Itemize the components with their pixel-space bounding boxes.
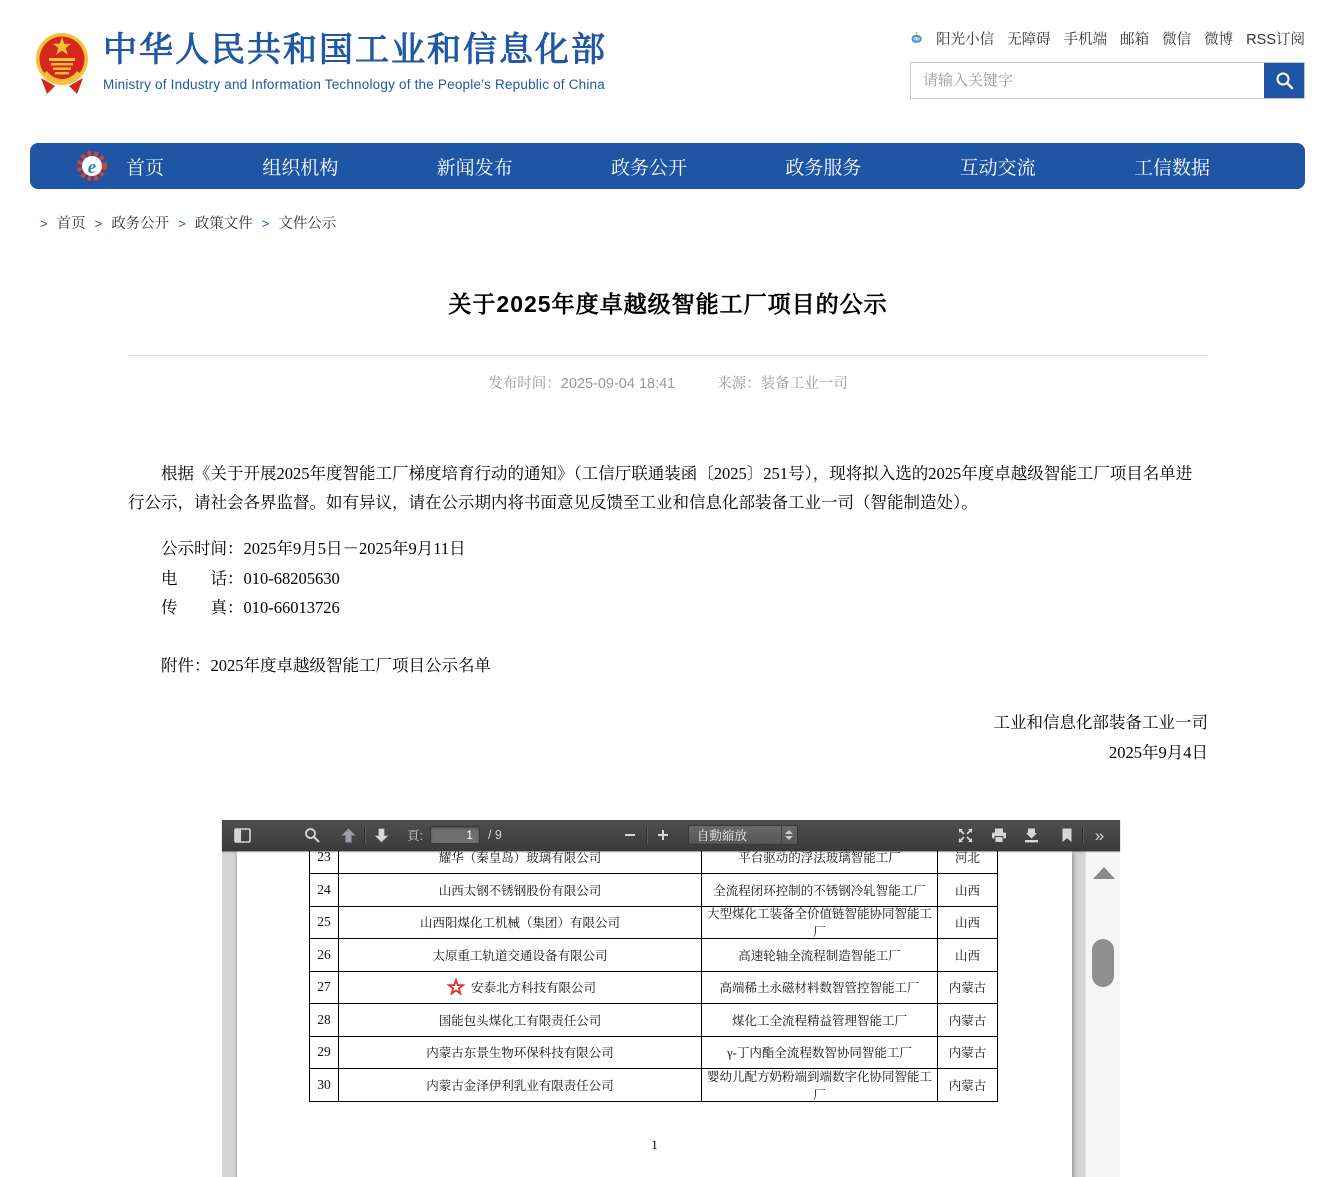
breadcrumb-item[interactable]: 首页 [56, 216, 86, 232]
pdf-search-icon [304, 827, 320, 843]
breadcrumb-item[interactable]: 政策文件 [194, 216, 253, 232]
more-tools-icon: » [1094, 825, 1105, 845]
svg-text:e: e [87, 157, 97, 178]
site-brand [35, 30, 607, 96]
cell-company [339, 1069, 702, 1101]
scrollbar-thumb[interactable] [1092, 939, 1114, 987]
pdf-scrollbar[interactable] [1085, 851, 1120, 1177]
attachment-label: 附件： [161, 655, 211, 675]
toolbar-separator [364, 827, 366, 843]
page-total-label: / 9 [487, 828, 502, 842]
utility-link[interactable]: 微博 [1204, 32, 1234, 48]
cell-province: 内蒙古 [938, 1004, 998, 1036]
site-subtitle-en: Ministry of Industry and Information Technology of the People’s Republic of China [103, 77, 605, 92]
zoom-out-button[interactable] [618, 823, 643, 847]
source-value: 装备工业一司 [760, 376, 848, 392]
breadcrumb-separator: > [40, 216, 48, 231]
cell-serial-number: 29 [310, 1037, 339, 1069]
cell-company [339, 1004, 702, 1036]
cell-province: 山西 [938, 939, 998, 971]
cell-company [339, 1037, 702, 1069]
cell-project: 大型煤化工装备全价值链智能协同智能工厂 [702, 907, 938, 939]
breadcrumb-separator: > [178, 216, 186, 231]
table-row [310, 939, 998, 972]
page-number-input[interactable] [430, 826, 480, 844]
zoom-in-icon [657, 829, 669, 841]
phone-line: 电 话：010-68205630 [161, 568, 340, 588]
site-header [0, 0, 1333, 137]
search-input[interactable] [911, 63, 1264, 98]
pdf-page-number: 1 [651, 1136, 658, 1152]
cell-province: 内蒙古 [938, 972, 998, 1004]
search-icon [1275, 71, 1294, 90]
cell-company [339, 972, 702, 1004]
bookmark-icon [1061, 828, 1073, 843]
cell-serial-number: 25 [310, 907, 339, 939]
pdf-table [309, 851, 998, 1102]
page-title: 关于2025年度卓越级智能工厂项目的公示 [448, 291, 888, 317]
cell-province: 山西 [938, 907, 998, 939]
nav-gear-e-icon [72, 146, 112, 186]
nav-item[interactable]: 首页 [126, 157, 165, 179]
page-down-icon [374, 828, 389, 843]
source-label: 来源： [717, 376, 761, 392]
presentation-mode-icon [958, 828, 973, 843]
signature-date: 2025年9月4日 [1109, 742, 1208, 762]
company-name: 内蒙古金泽伊利乳业有限责任公司 [426, 1078, 614, 1093]
pdf-content-area [222, 851, 1120, 1177]
cell-province: 内蒙古 [938, 1037, 998, 1069]
cell-project: 煤化工全流程精益管理智能工厂 [702, 1004, 938, 1036]
title-divider [128, 355, 1208, 356]
publish-time-label: 发布时间： [488, 376, 561, 392]
zoom-select-spinner-icon [781, 826, 797, 844]
nav-items [112, 153, 1305, 180]
zoom-out-icon [624, 829, 636, 841]
national-emblem-logo[interactable] [35, 30, 89, 96]
utility-link[interactable]: 邮箱 [1120, 32, 1150, 48]
cell-province: 内蒙古 [938, 1069, 998, 1101]
table-row [310, 1004, 998, 1037]
cell-project: 高速轮轴全流程制造智能工厂 [702, 939, 938, 971]
company-name: 太原重工轨道交通设备有限公司 [432, 948, 608, 963]
page-down-button[interactable] [369, 823, 394, 847]
pdf-page [237, 851, 1072, 1177]
company-name: 安泰北方科技有限公司 [470, 981, 596, 996]
utility-links [910, 28, 1305, 49]
toolbar-separator [1082, 827, 1084, 843]
table-row [310, 907, 998, 940]
page-label: 頁: [407, 829, 423, 843]
cell-serial-number: 24 [310, 874, 339, 906]
cell-company [339, 907, 702, 939]
cell-serial-number: 27 [310, 972, 339, 1004]
nav-item[interactable]: 互动交流 [959, 157, 1036, 179]
robot-icon [910, 30, 923, 47]
nav-item[interactable]: 政务公开 [610, 157, 687, 179]
breadcrumb-separator: > [94, 216, 103, 231]
utility-link[interactable]: 微信 [1162, 32, 1192, 48]
cell-serial-number: 28 [310, 1004, 339, 1036]
bookmark-button[interactable] [1054, 823, 1079, 847]
nav-item[interactable]: 组织机构 [262, 157, 339, 179]
breadcrumb-item[interactable]: 政务公开 [111, 216, 170, 232]
table-row [310, 1069, 998, 1102]
download-button[interactable] [1019, 823, 1044, 847]
company-name: 山西太钢不锈钢股份有限公司 [438, 883, 602, 898]
pdf-toolbar [222, 820, 1120, 851]
cell-company [339, 939, 702, 971]
breadcrumb [31, 212, 1333, 233]
star-annotation-icon [444, 976, 468, 999]
table-row [310, 972, 998, 1005]
nav-item[interactable]: 政务服务 [785, 157, 862, 179]
zoom-select-value: 自動縮放 [696, 829, 747, 843]
cell-project: 全流程闭环控制的不锈钢冷轧智能工厂 [702, 874, 938, 906]
print-icon [991, 828, 1007, 843]
article-body [128, 459, 1208, 768]
toolbar-separator [646, 827, 648, 843]
cell-project: γ-丁内酯全流程数智协同智能工厂 [702, 1037, 938, 1069]
header-right [910, 28, 1305, 99]
cell-serial-number: 23 [310, 851, 339, 874]
article-content [128, 286, 1208, 1177]
company-name: 内蒙古东景生物环保科技有限公司 [426, 1046, 614, 1061]
cell-serial-number: 30 [310, 1069, 339, 1101]
nav-item[interactable]: 工信数据 [1133, 157, 1210, 179]
pdf-viewer [222, 820, 1120, 1177]
sidebar-toggle-button[interactable] [230, 823, 255, 847]
cell-province: 山西 [938, 874, 998, 906]
presentation-mode-button[interactable] [953, 823, 978, 847]
utility-link[interactable]: 无障碍 [1007, 32, 1051, 48]
page-up-icon [341, 828, 356, 843]
article-meta [128, 372, 1208, 393]
cell-project: 高端稀土永磁材料数智管控智能工厂 [702, 972, 938, 1004]
notice-period-line: 公示时间：2025年9月5日－2025年9月11日 [161, 539, 466, 558]
utility-link[interactable]: 阳光小信 [936, 32, 995, 48]
table-row [310, 851, 998, 875]
print-button[interactable] [986, 823, 1011, 847]
cell-company [339, 851, 702, 874]
table-row [310, 1037, 998, 1070]
pdf-find-button[interactable] [299, 823, 324, 847]
company-name: 山西阳煤化工机械（集团）有限公司 [419, 916, 620, 931]
utility-link[interactable]: RSS订阅 [1246, 32, 1305, 48]
breadcrumb-item[interactable]: 文件公示 [278, 216, 337, 232]
scroll-up-arrow-icon[interactable] [1093, 867, 1115, 879]
cell-serial-number: 26 [310, 939, 339, 971]
publish-time: 2025-09-04 18:41 [560, 376, 676, 392]
fax-line: 传 真：010-66013726 [161, 598, 340, 617]
utility-link[interactable]: 手机端 [1063, 32, 1108, 48]
brand-text [103, 30, 607, 92]
zoom-in-button[interactable] [651, 823, 676, 847]
signature-block [128, 708, 1208, 768]
site-title: 中华人民共和国工业和信息化部 [103, 31, 607, 69]
nav-item[interactable]: 新闻发布 [436, 157, 513, 179]
cell-province: 河北 [938, 851, 998, 874]
search-button[interactable] [1264, 63, 1304, 98]
attachment-link[interactable]: 2025年度卓越级智能工厂项目公示名单 [210, 655, 491, 675]
article-paragraph: 根据《关于开展2025年度智能工厂梯度培育行动的通知》（工信厅联通装函〔2025〕251号），现将拟入选的2025年度卓越级智能工厂项目名单进行公示，请社会各界监督。如有异议，请在公示期内将书面意见反馈至工业和信息化部装备工业一司（智能制造处）。 [128, 464, 1193, 512]
cell-project: 婴幼儿配方奶粉端到端数字化协同智能工厂 [702, 1069, 938, 1101]
more-tools-button[interactable] [1087, 823, 1112, 847]
breadcrumb-separator: > [261, 216, 270, 231]
sidebar-toggle-icon [234, 828, 251, 843]
company-name: 耀华（秦皇岛）玻璃有限公司 [438, 851, 602, 866]
page-up-button[interactable] [336, 823, 361, 847]
company-name: 国能包头煤化工有限责任公司 [438, 1013, 602, 1028]
signature-org: 工业和信息化部装备工业一司 [993, 712, 1208, 732]
main-nav [30, 143, 1305, 189]
table-row [310, 874, 998, 907]
search-box [910, 62, 1305, 99]
download-icon [1024, 828, 1039, 843]
cell-project: 平台驱动的浮法玻璃智能工厂 [702, 851, 938, 874]
zoom-select[interactable] [688, 825, 798, 845]
cell-company [339, 874, 702, 906]
attachment-line [128, 651, 1208, 680]
